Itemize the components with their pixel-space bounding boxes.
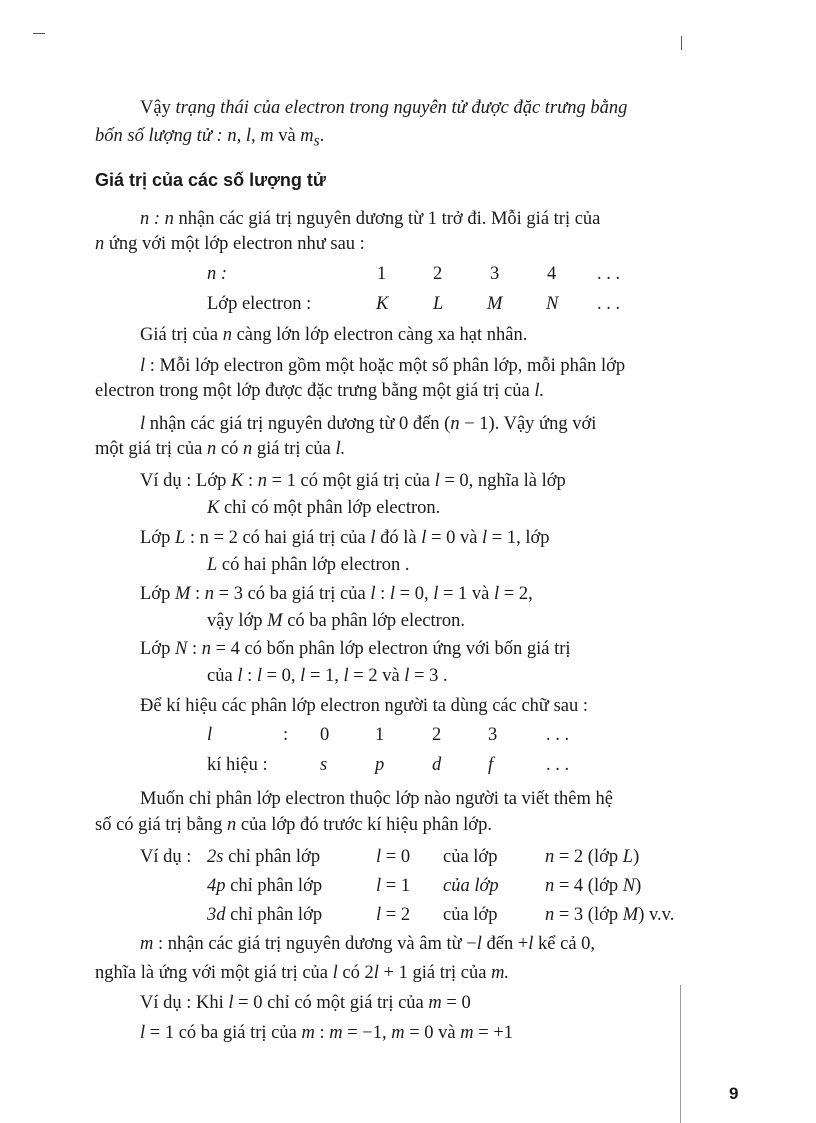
l-line-1: l : Mỗi lớp electron gồm một hoặc một số phân lớp, mỗi phân lớp	[140, 356, 626, 376]
example-k-line-2: K chỉ có một phân lớp electron.	[207, 498, 441, 518]
l-equation: l = 0	[376, 847, 411, 867]
m-example-line-2: l = 1 có ba giá trị của m : m = −1, m = 0 và m = +1	[140, 1023, 514, 1043]
layer-value: L	[433, 294, 444, 314]
symbol-value: f	[488, 755, 494, 775]
example-k-line-1: Ví dụ : Lớp K : n = 1 có một giá trị của l = 0, nghĩa là lớp	[140, 471, 566, 491]
l-line-2: electron trong một lớp được đặc trưng bằng một giá trị của l.	[95, 381, 545, 401]
layer-value: K	[376, 294, 389, 314]
coeff-line-2: số có giá trị bằng n của lớp đó trước kí hiệu phân lớp.	[95, 815, 492, 835]
n-equation: n = 2 (lớp L)	[545, 847, 640, 867]
example-l-line-1: Lớp L : n = 2 có hai giá trị của l đó là l = 0 và l = 1, lớp	[140, 528, 550, 548]
example-n-line-2: của l : l = 0, l = 1, l = 2 và l = 3 .	[207, 666, 448, 686]
layer-value: M	[487, 294, 503, 314]
section-heading: Giá trị của các số lượng tử	[95, 170, 326, 190]
m-line-1: m : nhận các giá trị nguyên dương và âm từ −l đến +l kể cả 0,	[140, 934, 596, 954]
n-equation: n = 3 (lớp M) v.v.	[545, 905, 675, 925]
layer-value: . . .	[597, 294, 621, 314]
of-layer: của lớp	[443, 876, 499, 896]
example-n-line-1: Lớp N : n = 4 có bốn phân lớp electron ứng với bốn giá trị	[140, 639, 571, 659]
intro-line-2: bốn số lượng tử : n, l, m và $m_s$.	[95, 126, 325, 150]
l-equation: l = 1	[376, 876, 411, 896]
l-equation: l = 2	[376, 905, 411, 925]
symbol-value: s	[320, 755, 328, 775]
l-value: 2	[432, 725, 442, 745]
example-lead: Ví dụ :	[140, 847, 192, 867]
layer-value: N	[546, 294, 559, 314]
symbol-intro: Để kí hiệu các phân lớp electron người ta dùng các chữ sau :	[140, 696, 589, 716]
intro-line-1: Vậy trạng thái của electron trong nguyên tử được đặc trưng bằng	[140, 98, 628, 118]
symbol-row-label: l	[207, 725, 213, 745]
symbol-row-colon: :	[283, 725, 289, 745]
of-layer: của lớp	[443, 905, 498, 925]
of-layer: của lớp	[443, 847, 498, 867]
subshell-desc: 3d chỉ phân lớp	[207, 905, 323, 925]
example-m-line-1: Lớp M : n = 3 có ba giá trị của l : l = 0, l = 1 và l = 2,	[140, 584, 533, 604]
subshell-desc: 4p chỉ phân lớp	[207, 876, 323, 896]
subshell-desc: 2s chỉ phân lớp	[207, 847, 321, 867]
scan-mark-right-edge	[680, 985, 681, 1123]
example-m-line-2: vậy lớp M có ba phân lớp electron.	[207, 611, 465, 631]
page-number: 9	[729, 1084, 739, 1103]
n-value: . . .	[597, 264, 621, 284]
n-value: 1	[377, 264, 387, 284]
l-value: 0	[320, 725, 330, 745]
scan-mark-top-left	[33, 33, 45, 34]
symbol-label: kí hiệu :	[207, 755, 268, 775]
m-example-line-1: Ví dụ : Khi l = 0 chỉ có một giá trị của m = 0	[140, 993, 471, 1013]
n-value: 4	[547, 264, 557, 284]
symbol-value: d	[432, 755, 442, 775]
symbol-value: p	[375, 755, 385, 775]
n-line-2: n ứng với một lớp electron như sau :	[95, 234, 365, 254]
n-value: 2	[433, 264, 443, 284]
l-value: 1	[375, 725, 385, 745]
n-value: 3	[490, 264, 500, 284]
l-line-4: một giá trị của n có n giá trị của l.	[95, 439, 346, 459]
scan-mark-top-right	[681, 36, 682, 50]
n-row-label: n :	[207, 264, 228, 284]
n-line-3: Giá trị của n càng lớn lớp electron càng xa hạt nhân.	[140, 325, 528, 345]
layer-row-label: Lớp electron :	[207, 294, 312, 314]
l-line-3: l nhận các giá trị nguyên dương từ 0 đến (n − 1). Vậy ứng với	[140, 414, 597, 434]
l-value: 3	[488, 725, 498, 745]
symbol-value: . . .	[546, 755, 570, 775]
m-line-2: nghĩa là ứng với một giá trị của l có 2l + 1 giá trị của m.	[95, 963, 510, 983]
l-value: . . .	[546, 725, 570, 745]
n-line-1: n : n nhận các giá trị nguyên dương từ 1 trở đi. Mỗi giá trị của	[140, 209, 601, 229]
example-l-line-2: L có hai phân lớp electron .	[207, 555, 410, 575]
n-equation: n = 4 (lớp N)	[545, 876, 642, 896]
coeff-line-1: Muốn chỉ phân lớp electron thuộc lớp nào người ta viết thêm hệ	[140, 789, 613, 809]
